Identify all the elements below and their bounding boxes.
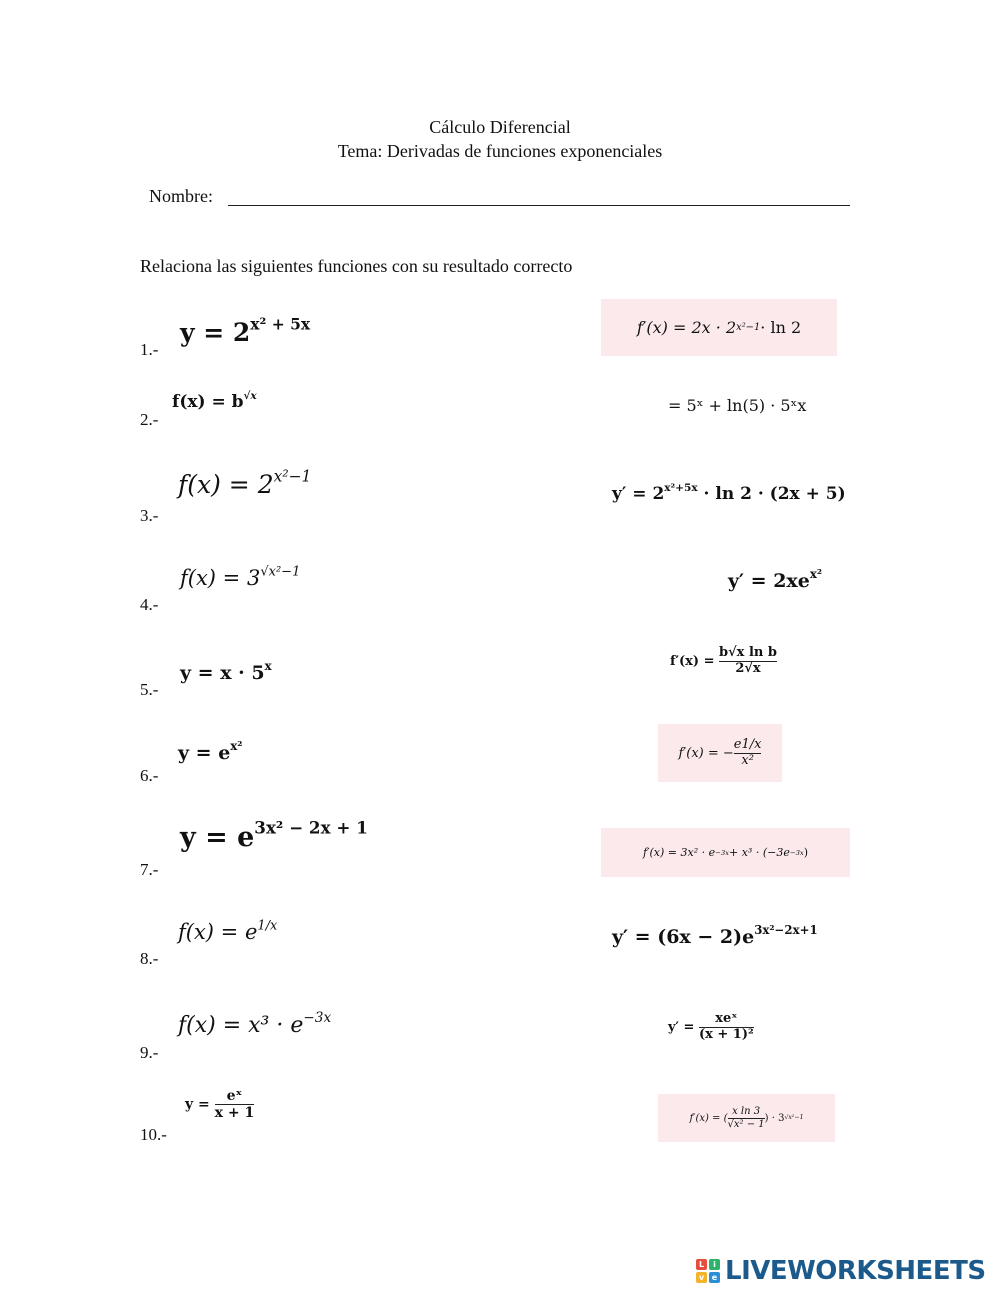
answer-1[interactable]: f′(x) = 2x · 2 x²−1 · ln 2 <box>601 299 837 356</box>
function-10-denominator: x + 1 <box>214 1105 255 1122</box>
name-input-line[interactable] <box>228 205 850 206</box>
answer-10-numerator: x ln 3 <box>732 1106 761 1117</box>
course-title: Cálculo Diferencial <box>429 117 571 137</box>
answer-5[interactable]: f′(x) = $\frac{\text{b√x ln b}}{2√x}$ <box>670 645 777 676</box>
answer-3[interactable]: $y' = 2^{x^2+5x} \cdot \ln 2 \cdot (2x + 5)$ <box>612 482 846 504</box>
answer-5-denominator: 2√x <box>719 661 777 677</box>
answer-4[interactable]: $y' = 2xe^{x^2}$ <box>728 567 823 592</box>
function-2[interactable]: $f(x) = b^{√x}$ <box>172 390 257 412</box>
function-9[interactable]: $f(x) = x^3 \cdot e^{-3x}$ <box>178 1009 332 1038</box>
item-number-6: 6.- <box>140 766 159 785</box>
function-8[interactable]: $f(x) = e^{1/x}$ <box>178 918 278 944</box>
function-5[interactable]: $y = x \cdot 5^x$ <box>180 659 272 684</box>
item-number-10: 10.- <box>140 1125 167 1144</box>
answer-10[interactable]: f′(x) = ( $\frac{\text{x ln 3}}{\text{√x² − 1}}$ ) · 3 √x²−1 <box>658 1094 835 1142</box>
answer-9-numerator: xeˣ <box>715 1011 738 1026</box>
function-1[interactable]: $y = 2^{x^2 + 5x}$ <box>180 314 311 347</box>
answer-8[interactable]: $y' = (6x - 2)e^{3x^2-2x+1}$ <box>612 923 818 948</box>
item-number-4: 4.- <box>140 595 159 614</box>
name-label: Nombre: <box>149 186 213 206</box>
answer-2[interactable]: = 5ˣ + ln(5) · 5ˣx <box>668 396 807 415</box>
item-number-3: 3.- <box>140 506 159 525</box>
instructions: Relaciona las siguientes funciones con su resultado correcto <box>140 256 573 276</box>
answer-9[interactable]: y′ = $\frac{\text{xeˣ}}{\text{(x + 1)²}}$ <box>668 1011 754 1042</box>
topic-title: Tema: Derivadas de funciones exponenciales <box>337 141 663 161</box>
item-number-2: 2.- <box>140 410 159 429</box>
function-7[interactable]: $y = e^{3x^2 - 2x + 1}$ <box>180 817 368 853</box>
logo-text: LIVEWORKSHEETS <box>725 1256 986 1286</box>
item-number-7: 7.- <box>140 860 159 879</box>
item-number-1: 1.- <box>140 340 159 359</box>
function-10-numerator: eˣ <box>226 1088 243 1104</box>
answer-10-denominator: √x² − 1 <box>727 1118 765 1130</box>
function-3[interactable]: $f(x) = 2^{x^2-1}$ <box>178 467 312 499</box>
answer-7[interactable]: f′(x) = 3x² · e −3x + x³ · (−3e −3x ) <box>601 828 850 877</box>
function-4[interactable]: $f(x) = 3^{√x^2-1}$ <box>180 564 301 590</box>
function-6[interactable]: $y = e^{x^2}$ <box>178 739 243 764</box>
item-number-9: 9.- <box>140 1043 159 1062</box>
function-10[interactable]: y = $\frac{\text{eˣ}}{x + 1}$ <box>185 1088 255 1122</box>
answer-6-denominator: x² <box>734 753 762 769</box>
item-number-5: 5.- <box>140 680 159 699</box>
liveworksheets-logo <box>696 1253 986 1289</box>
item-number-8: 8.- <box>140 949 159 968</box>
answer-6-numerator: e1/x <box>733 736 762 752</box>
answer-6[interactable]: f′(x) = − $\frac{e1/x}{\text{x²}}$ <box>658 724 782 782</box>
answer-5-numerator: b√x ln b <box>719 645 777 660</box>
logo-icon: L i v e <box>696 1259 720 1283</box>
answer-9-denominator: (x + 1)² <box>698 1026 754 1042</box>
